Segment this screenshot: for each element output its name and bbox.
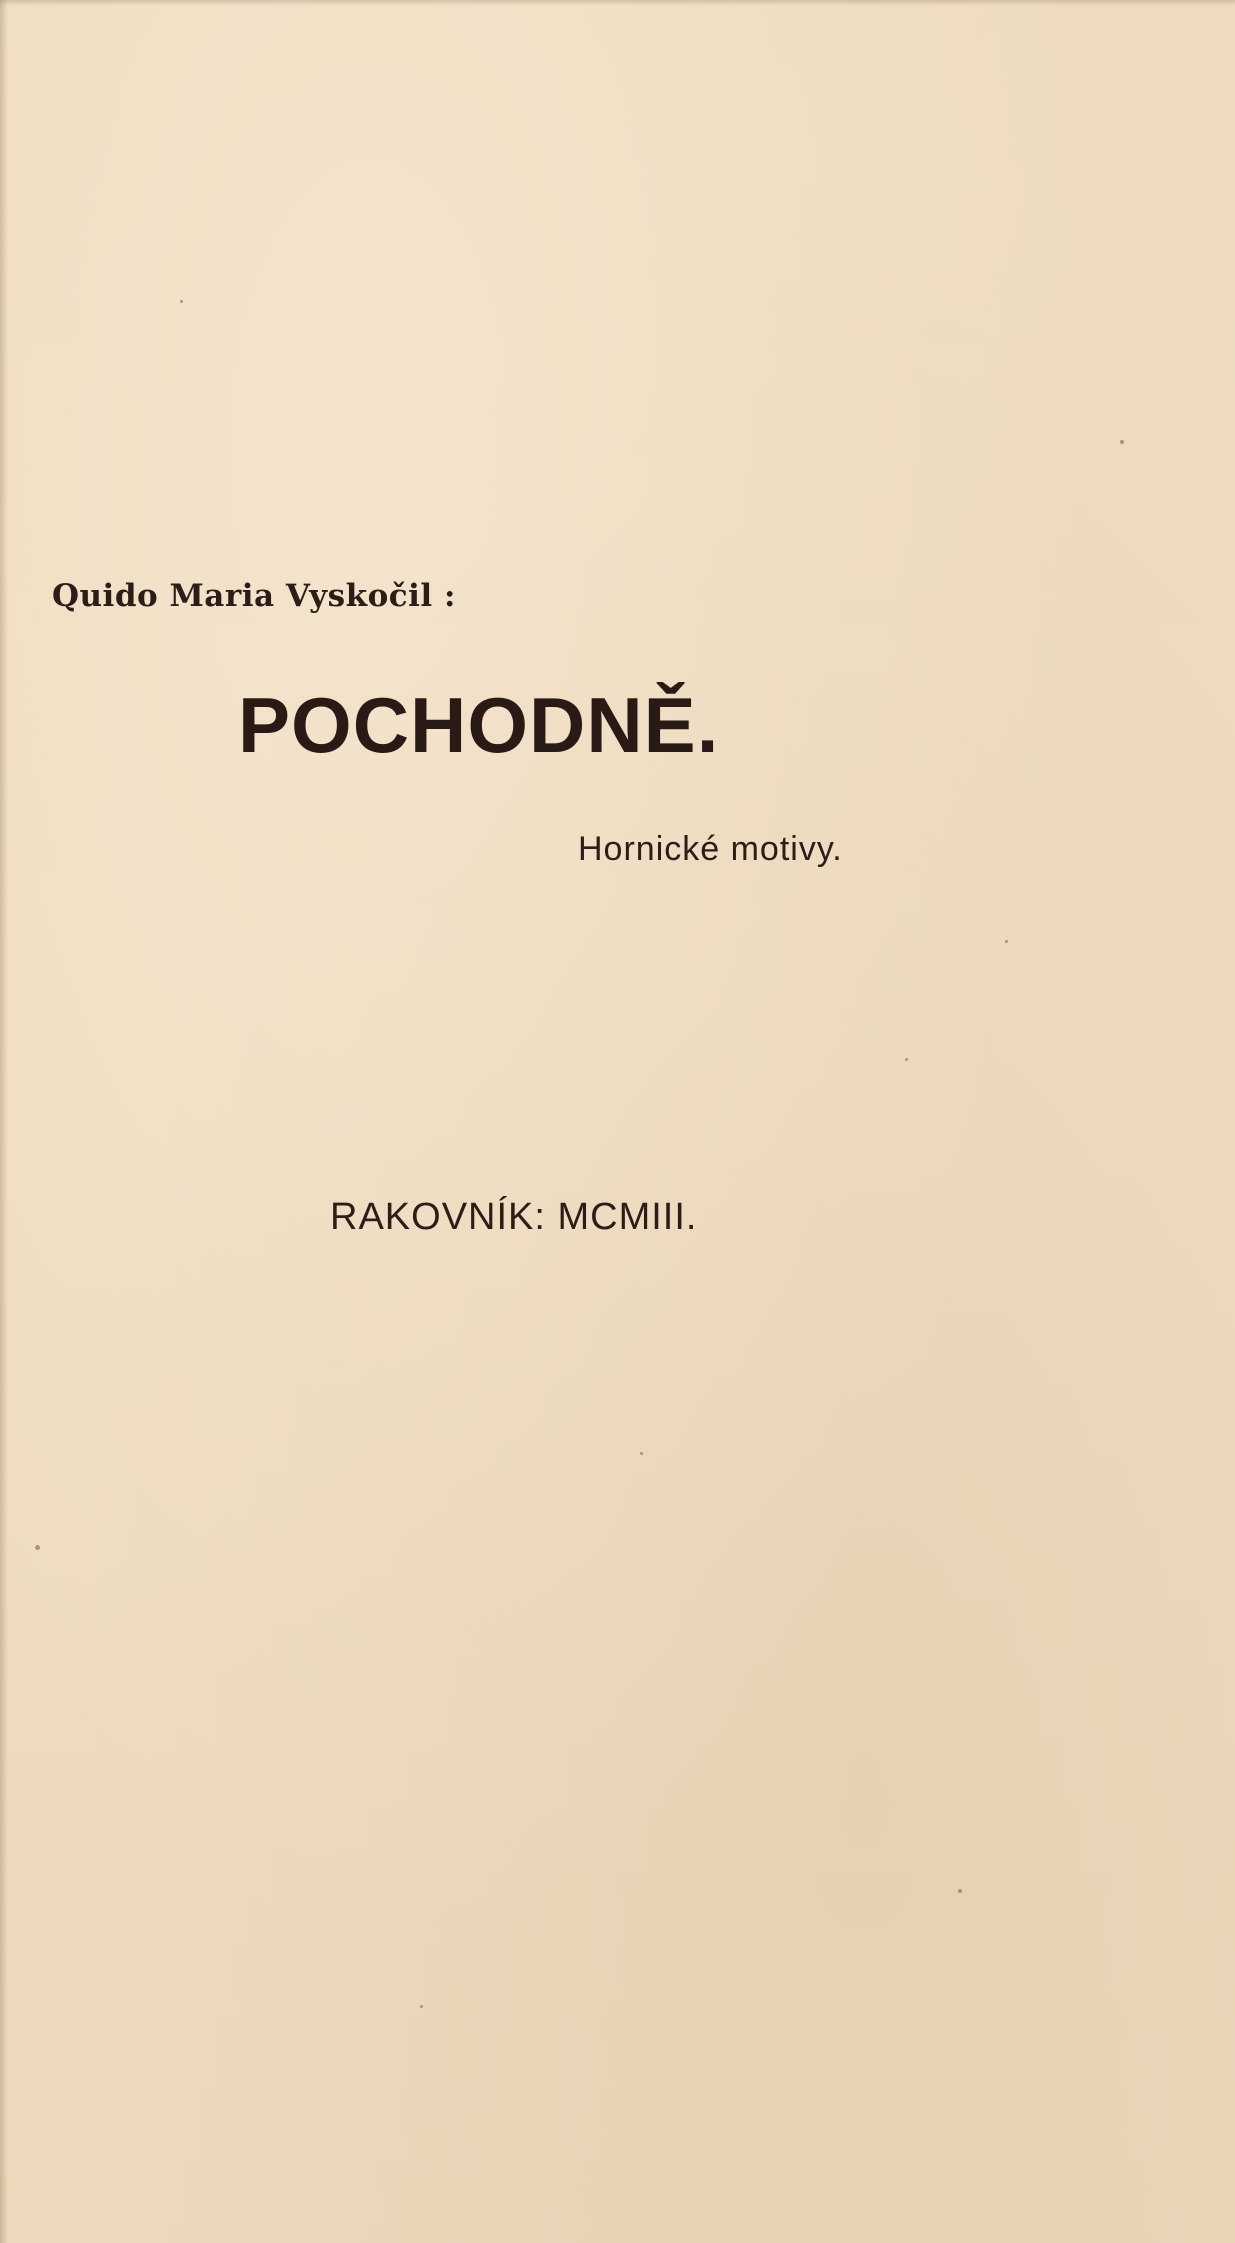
paper-speck bbox=[905, 1058, 908, 1061]
publication-imprint: RAKOVNÍK: MCMIII. bbox=[330, 1196, 698, 1238]
book-title: POCHODNĚ. bbox=[238, 681, 720, 769]
paper-speck bbox=[958, 1889, 962, 1893]
page-edge-top bbox=[0, 0, 1235, 6]
paper-speck bbox=[180, 300, 183, 303]
paper-speck bbox=[1120, 440, 1124, 444]
page-edge-left bbox=[0, 0, 8, 2243]
paper-speck bbox=[640, 1452, 643, 1455]
author-name: Quido Maria Vyskočil : bbox=[52, 578, 456, 614]
paper-speck bbox=[35, 1545, 40, 1550]
book-subtitle: Hornické motivy. bbox=[578, 830, 843, 868]
paper-speck bbox=[1005, 940, 1008, 943]
paper-speck bbox=[420, 2005, 423, 2008]
